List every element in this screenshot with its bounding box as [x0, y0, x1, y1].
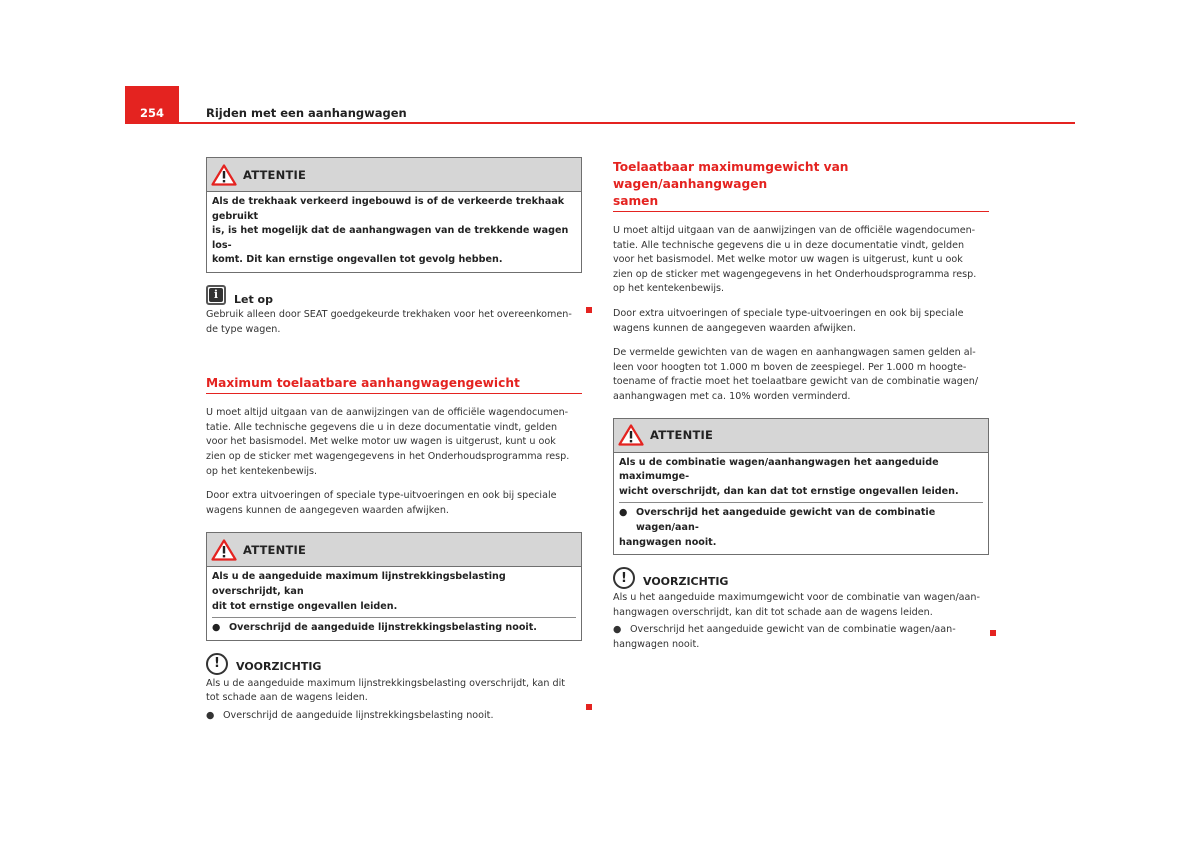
warning-bullet	[212, 617, 576, 636]
warning-bullet-text: hangwagen nooit.	[619, 536, 717, 548]
bullet-dot: ●	[613, 624, 622, 636]
chapter-title: Rijden met een aanhangwagen	[206, 106, 407, 120]
paragraph	[613, 224, 989, 297]
warning-triangle-icon	[618, 424, 644, 446]
warning-box-lijnstrekking	[206, 532, 582, 640]
bullet-dot: ●	[619, 507, 628, 519]
warning-title: ATTENTIE	[243, 542, 307, 557]
exclamation-circle-icon: !	[206, 653, 228, 675]
text-line: op het kentekenbewijs.	[206, 465, 318, 477]
note-header	[206, 285, 582, 306]
paragraph	[613, 346, 989, 404]
warning-line: komt. Dit kan ernstige ongevallen tot gevolg hebben.	[212, 254, 503, 266]
caution-bullet	[206, 709, 582, 724]
warning-bullet-row	[619, 506, 983, 535]
caution-line: hangwagen overschrijdt, kan dit tot schade aan de wagens leiden.	[613, 606, 933, 618]
warning-line: Als de trekhaak verkeerd ingebouwd is of de verkeerde trekhaak gebruikt	[212, 196, 565, 222]
text-line: wagens kunnen de aangegeven waarden afwijken.	[613, 322, 856, 334]
warning-line: is, is het mogelijk dat de aanhangwagen van de trekkende wagen los-	[212, 225, 569, 251]
paragraph	[613, 307, 989, 336]
warning-box-maximumgewicht	[613, 418, 989, 556]
text-line: Door extra uitvoeringen of speciale type-uitvoeringen en ook bij speciale	[206, 490, 557, 502]
left-column	[206, 157, 582, 723]
text-line: zien op de sticker met wagengegevens in het Onderhoudsprogramma resp.	[613, 268, 977, 280]
text-line: Door extra uitvoeringen of speciale type-uitvoeringen en ook bij speciale	[613, 307, 964, 319]
warning-title: ATTENTIE	[650, 428, 714, 443]
warning-triangle-icon	[211, 164, 237, 186]
bullet-dot: ●	[212, 622, 221, 634]
text-line: zien op de sticker met wagengegevens in het Onderhoudsprogramma resp.	[206, 450, 570, 462]
warning-bullet-text: Overschrijd het aangeduide gewicht van de combinatie wagen/aan-	[636, 507, 936, 533]
caution-header	[206, 653, 582, 675]
text-line: op het kentekenbewijs.	[613, 283, 725, 295]
right-column	[613, 157, 989, 652]
section-title-toelaatbaar-maximumgewicht	[613, 159, 989, 212]
note-line: Gebruik alleen door SEAT goedgekeurde trekhaken voor het overeenkomen-	[206, 308, 572, 320]
warning-body	[614, 453, 988, 555]
warning-box-header	[614, 419, 988, 453]
warning-body	[207, 567, 581, 639]
caution-text	[613, 591, 989, 652]
bullet-dot: ●	[206, 709, 215, 721]
caution-bullet-text: hangwagen nooit.	[613, 638, 700, 650]
note-title: Let op	[234, 292, 273, 306]
warning-box-header	[207, 158, 581, 192]
caution-title: VOORZICHTIG	[643, 574, 729, 588]
warning-bullet-text: Overschrijd de aangeduide lijnstrekkingsbelasting nooit.	[229, 622, 537, 634]
warning-title: ATTENTIE	[243, 167, 307, 182]
section-title-line: Toelaatbaar maximumgewicht van wagen/aanhangwagen	[613, 160, 849, 191]
caution-bullet-text: Overschrijd het aangeduide gewicht van de combinatie wagen/aan-	[630, 624, 956, 636]
text-line: U moet altijd uitgaan van de aanwijzingen van de officiële wagendocumen-	[206, 407, 569, 419]
section-title-aanhangwagengewicht: Maximum toelaatbare aanhangwagengewicht	[206, 375, 582, 394]
text-line: De vermelde gewichten van de wagen en aanhangwagen samen gelden al-	[613, 347, 976, 359]
warning-triangle-icon	[211, 539, 237, 561]
info-icon: i	[206, 285, 226, 305]
caution-line: Als u de aangeduide maximum lijnstrekkingsbelasting overschrijdt, kan dit	[206, 677, 566, 689]
text-line: wagens kunnen de aangegeven waarden afwijken.	[206, 504, 449, 516]
header-rule	[179, 122, 1075, 124]
warning-line: dit tot ernstige ongevallen leiden.	[212, 600, 398, 612]
paragraph	[206, 406, 582, 479]
caution-header	[613, 567, 989, 589]
warning-line: Als u de aangeduide maximum lijnstrekkingsbelasting overschrijdt, kan	[212, 571, 506, 597]
section-end-marker	[586, 704, 592, 710]
text-line: leen voor hoogten tot 1.000 m boven de zeespiegel. Per 1.000 m hoogte-	[613, 361, 967, 373]
caution-line: Als u het aangeduide maximumgewicht voor de combinatie van wagen/aan-	[613, 592, 980, 604]
text-line: aanhangwagen met ca. 10% worden verminderd.	[613, 390, 851, 402]
exclamation-circle-icon: !	[613, 567, 635, 589]
warning-line: wicht overschrijdt, dan kan dat tot ernstige ongevallen leiden.	[619, 485, 959, 497]
text-line: voor het basismodel. Met welke motor uw wagen is uitgerust, kunt u ook	[206, 436, 556, 448]
caution-bullet	[613, 623, 989, 638]
text-line: tatie. Alle technische gegevens die u in deze documentatie vindt, gelden	[206, 421, 558, 433]
note-text	[206, 308, 582, 337]
caution-text	[206, 677, 582, 724]
section-title-line: samen	[613, 194, 659, 208]
note-line: de type wagen.	[206, 323, 281, 335]
text-line: tatie. Alle technische gegevens die u in deze documentatie vindt, gelden	[613, 239, 965, 251]
text-line: toename of fractie moet het toelaatbare gewicht van de combinatie wagen/	[613, 376, 979, 388]
text-line: voor het basismodel. Met welke motor uw wagen is uitgerust, kunt u ook	[613, 254, 963, 266]
warning-box-header	[207, 533, 581, 567]
caution-title: VOORZICHTIG	[236, 660, 322, 674]
page-number: 254	[125, 86, 179, 124]
caution-bullet-text: Overschrijd de aangeduide lijnstrekkingsbelasting nooit.	[223, 709, 494, 721]
caution-line: tot schade aan de wagens leiden.	[206, 692, 368, 704]
paragraph	[206, 489, 582, 518]
warning-box-trekhaak	[206, 157, 582, 273]
warning-body	[207, 192, 581, 272]
section-end-marker	[990, 630, 996, 636]
text-line: U moet altijd uitgaan van de aanwijzingen van de officiële wagendocumen-	[613, 225, 976, 236]
warning-bullet	[619, 502, 983, 550]
warning-line: Als u de combinatie wagen/aanhangwagen het aangeduide maximumge-	[619, 456, 939, 483]
section-end-marker	[586, 307, 592, 313]
